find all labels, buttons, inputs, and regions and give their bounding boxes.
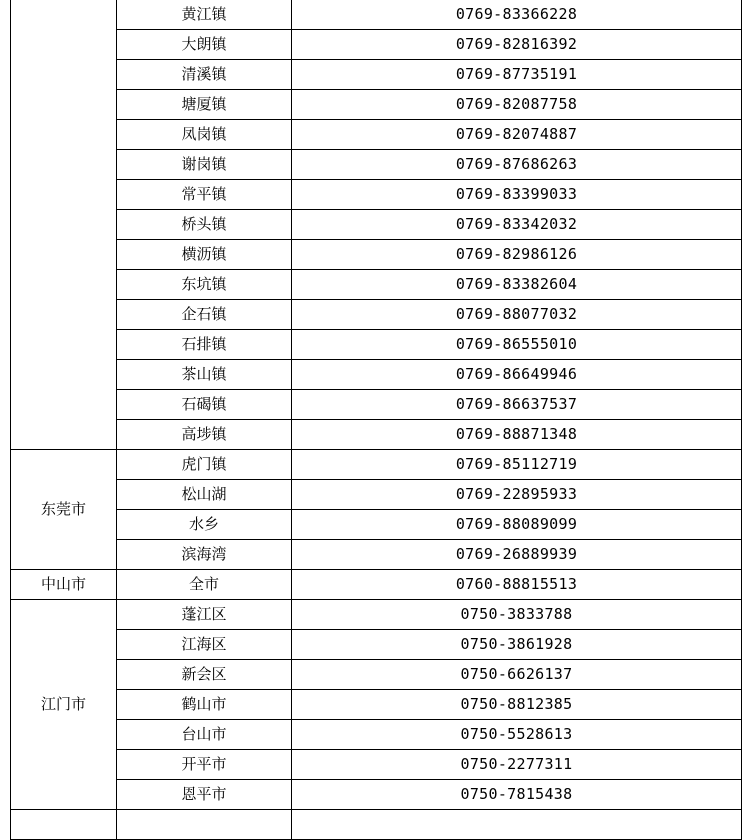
district-cell: 石排镇 (117, 330, 292, 360)
phone-number-cell: 0769-82074887 (292, 120, 742, 150)
table-row (11, 780, 742, 810)
phone-number-cell: 0769-83382604 (292, 270, 742, 300)
district-cell: 大朗镇 (117, 30, 292, 60)
district-cell: 茶山镇 (117, 360, 292, 390)
phone-number-cell: 0769-86637537 (292, 390, 742, 420)
phone-number-cell: 0750-3861928 (292, 630, 742, 660)
district-cell: 企石镇 (117, 300, 292, 330)
district-cell: 松山湖 (117, 480, 292, 510)
empty-cell (117, 810, 292, 840)
table-row (11, 510, 742, 540)
table-row (11, 570, 742, 600)
phone-number-cell: 0769-88077032 (292, 300, 742, 330)
district-cell: 开平市 (117, 750, 292, 780)
phone-number-cell: 0769-88871348 (292, 420, 742, 450)
district-cell: 东坑镇 (117, 270, 292, 300)
table-row (11, 600, 742, 630)
phone-number-cell: 0750-2277311 (292, 750, 742, 780)
table-row (11, 210, 742, 240)
district-cell: 鹤山市 (117, 690, 292, 720)
empty-cell (292, 810, 742, 840)
table-row (11, 540, 742, 570)
district-cell: 台山市 (117, 720, 292, 750)
phone-number-cell: 0769-82816392 (292, 30, 742, 60)
table-row (11, 480, 742, 510)
phone-number-cell: 0769-85112719 (292, 450, 742, 480)
table-row (11, 30, 742, 60)
phone-number-cell: 0769-87735191 (292, 60, 742, 90)
district-cell: 横沥镇 (117, 240, 292, 270)
table-row (11, 330, 742, 360)
table-row (11, 630, 742, 660)
table-row (11, 690, 742, 720)
table-row (11, 720, 742, 750)
table-row (11, 450, 742, 480)
table-row (11, 0, 742, 30)
phone-number-cell: 0769-83342032 (292, 210, 742, 240)
district-cell: 蓬江区 (117, 600, 292, 630)
district-cell: 黄江镇 (117, 0, 292, 30)
district-cell: 全市 (117, 570, 292, 600)
district-cell: 凤岗镇 (117, 120, 292, 150)
district-cell: 水乡 (117, 510, 292, 540)
table-row (11, 390, 742, 420)
phone-number-cell: 0760-88815513 (292, 570, 742, 600)
district-cell: 江海区 (117, 630, 292, 660)
city-cell: 东莞市 (11, 450, 117, 570)
city-cell: 江门市 (11, 600, 117, 810)
phone-directory-body (11, 0, 742, 840)
table-row (11, 240, 742, 270)
phone-number-cell: 0769-86555010 (292, 330, 742, 360)
phone-number-cell: 0750-8812385 (292, 690, 742, 720)
district-cell: 桥头镇 (117, 210, 292, 240)
phone-number-cell: 0769-83399033 (292, 180, 742, 210)
phone-number-cell: 0769-86649946 (292, 360, 742, 390)
table-row (11, 660, 742, 690)
table-row (11, 120, 742, 150)
phone-number-cell: 0769-87686263 (292, 150, 742, 180)
phone-number-cell: 0750-7815438 (292, 780, 742, 810)
phone-number-cell: 0769-82986126 (292, 240, 742, 270)
city-cell: 中山市 (11, 570, 117, 600)
district-cell: 塘厦镇 (117, 90, 292, 120)
district-cell: 恩平市 (117, 780, 292, 810)
phone-number-cell: 0769-88089099 (292, 510, 742, 540)
phone-number-cell: 0769-22895933 (292, 480, 742, 510)
district-cell: 清溪镇 (117, 60, 292, 90)
district-cell: 虎门镇 (117, 450, 292, 480)
phone-number-cell: 0769-83366228 (292, 0, 742, 30)
district-cell: 滨海湾 (117, 540, 292, 570)
table-row (11, 420, 742, 450)
district-cell: 新会区 (117, 660, 292, 690)
phone-number-cell: 0750-5528613 (292, 720, 742, 750)
table-row (11, 300, 742, 330)
city-cell (11, 0, 117, 450)
table-row (11, 750, 742, 780)
table-row (11, 90, 742, 120)
empty-cell (11, 810, 117, 840)
phone-number-cell: 0769-26889939 (292, 540, 742, 570)
phone-number-cell: 0750-6626137 (292, 660, 742, 690)
table-row (11, 150, 742, 180)
table-row (11, 270, 742, 300)
table-row (11, 180, 742, 210)
district-cell: 常平镇 (117, 180, 292, 210)
table-row (11, 60, 742, 90)
district-cell: 谢岗镇 (117, 150, 292, 180)
table-row-partial (11, 810, 742, 840)
district-cell: 高埗镇 (117, 420, 292, 450)
district-cell: 石碣镇 (117, 390, 292, 420)
phone-number-cell: 0750-3833788 (292, 600, 742, 630)
table-row (11, 360, 742, 390)
phone-number-cell: 0769-82087758 (292, 90, 742, 120)
phone-directory-table (10, 0, 742, 840)
